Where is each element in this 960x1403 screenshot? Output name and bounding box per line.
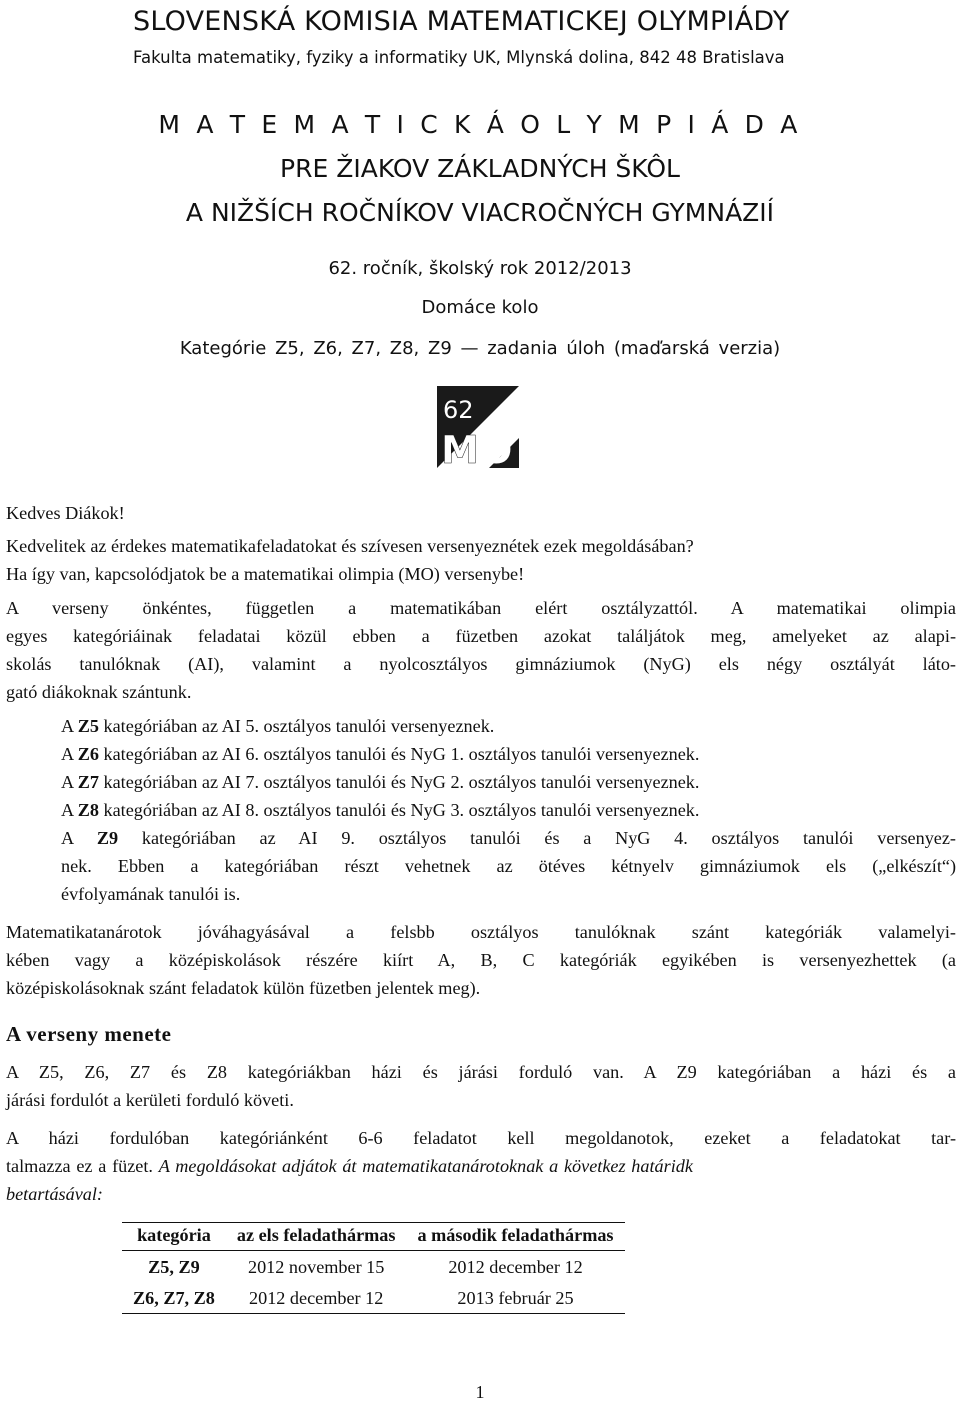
paragraph-line: középiskolásoknak szánt feladatok külön füzetben jelentek meg). bbox=[6, 978, 481, 998]
table-cell: 2013 február 25 bbox=[457, 1288, 574, 1308]
intro-line: Kedvelitek az érdekes matematikafeladatokat és szívesen versenyeznétek ezek megoldásában? bbox=[6, 536, 694, 556]
paragraph-line: járási fordulót a kerületi forduló követi. bbox=[6, 1090, 294, 1110]
logo-letter-m: M bbox=[441, 428, 479, 468]
table-row bbox=[122, 1251, 625, 1283]
category-item-z9-cont: nek. Ebben a kategóriában részt vehetnek az ötéves kétnyelv gimnáziumok els („elkészít“) bbox=[61, 856, 956, 876]
paragraph-line: gató diákoknak szántunk. bbox=[6, 682, 192, 702]
logo-letter-o: O bbox=[480, 428, 513, 468]
deadline-table bbox=[122, 1222, 625, 1314]
paragraph-line: betartásával: bbox=[6, 1184, 103, 1204]
paragraph-line: skolás tanulóknak (AI), valamint a nyolcosztályos gimnáziumok (NyG) els négy osztályát láto- bbox=[6, 654, 956, 674]
category-item-z9: A Z9 kategóriában az AI 9. osztályos tanulói és a NyG 4. osztályos tanulói versenyez- bbox=[61, 828, 956, 848]
round-name: Domáce kolo bbox=[421, 297, 539, 318]
section-heading: A verseny menete bbox=[6, 1022, 172, 1046]
paragraph-line: kében vagy a középiskolások részére kiírt A, B, C kategóriák egyikében is versenyezhettek (a bbox=[6, 950, 956, 970]
paragraph-line: talmazza ez a füzet. A megoldásokat adjátok át matematikatanárotoknak a következ határidk bbox=[6, 1156, 693, 1176]
table-header-cell: az els feladathármas bbox=[236, 1225, 396, 1245]
paragraph-line: A verseny önkéntes, független a matematikában elért osztályzattól. A matematikai olimpia bbox=[6, 598, 956, 618]
paragraph-line: A házi fordulóban kategóriánként 6-6 feladatot kell megoldanotok, ezeket a feladatokat tar- bbox=[6, 1128, 956, 1148]
table-cell: Z5, Z9 bbox=[148, 1257, 200, 1277]
category-item-z5: A Z5 kategóriában az AI 5. osztályos tanulói versenyeznek. bbox=[61, 716, 495, 736]
page-number: 1 bbox=[475, 1382, 485, 1402]
logo-number: 62 bbox=[443, 396, 474, 424]
commission-name: SLOVENSKÁ KOMISIA MATEMATICKEJ OLYMPIÁDY bbox=[133, 6, 790, 37]
category-item-z8: A Z8 kategóriában az AI 8. osztályos tanulói és NyG 3. osztályos tanulói versenyeznek. bbox=[61, 800, 700, 820]
commission-address: Fakulta matematiky, fyziky a informatiky UK, Mlynská dolina, 842 48 Bratislava bbox=[133, 48, 785, 67]
paragraph-line: egyes kategóriáinak feladatai közül ebben a füzetben azokat találjátok meg, amelyeket az alapi- bbox=[6, 626, 956, 646]
olympiad-subtitle-schools: PRE ŽIAKOV ZÁKLADNÝCH ŠKÔL bbox=[280, 154, 680, 183]
table-header-cell: kategória bbox=[137, 1225, 211, 1245]
table-cell: 2012 december 12 bbox=[249, 1288, 384, 1308]
paragraph-line: Matematikatanárotok jóváhagyásával a felsbb osztályos tanulóknak szánt kategóriák valamelyi- bbox=[6, 922, 956, 942]
paragraph-line: A Z5, Z6, Z7 és Z8 kategóriákban házi és járási forduló van. A Z9 kategóriában a házi és a bbox=[6, 1062, 956, 1082]
table-header-row bbox=[122, 1223, 625, 1251]
category-item-z7: A Z7 kategóriában az AI 7. osztályos tanulói és NyG 2. osztályos tanulói versenyeznek. bbox=[61, 772, 700, 792]
olympiad-subtitle-gymnasiums: A NIŽŠÍCH ROČNÍKOV VIACROČNÝCH GYMNÁZIÍ bbox=[185, 198, 775, 227]
category-item-z6: A Z6 kategóriában az AI 6. osztályos tanulói és NyG 1. osztályos tanulói versenyeznek. bbox=[61, 744, 700, 764]
intro-line: Ha így van, kapcsolódjatok be a matematikai olimpia (MO) versenybe! bbox=[6, 564, 525, 584]
category-item-z9-cont: évfolyamának tanulói is. bbox=[61, 884, 241, 904]
table-cell: 2012 november 15 bbox=[247, 1257, 385, 1277]
categories-line: Kategórie Z5, Z6, Z7, Z8, Z9 — zadania úloh (maďarská verzia) bbox=[179, 338, 781, 359]
greeting: Kedves Diákok! bbox=[6, 503, 125, 523]
table-row bbox=[122, 1282, 625, 1314]
table-header-cell: a második feladathármas bbox=[417, 1225, 614, 1245]
table-cell: 2012 december 12 bbox=[448, 1257, 583, 1277]
olympiad-title: M A T E M A T I C K Á O L Y M P I Á D A bbox=[158, 110, 802, 139]
mo-logo bbox=[437, 386, 519, 468]
table-cell: Z6, Z7, Z8 bbox=[133, 1288, 215, 1308]
edition-year: 62. ročník, školský rok 2012/2013 bbox=[328, 258, 632, 279]
